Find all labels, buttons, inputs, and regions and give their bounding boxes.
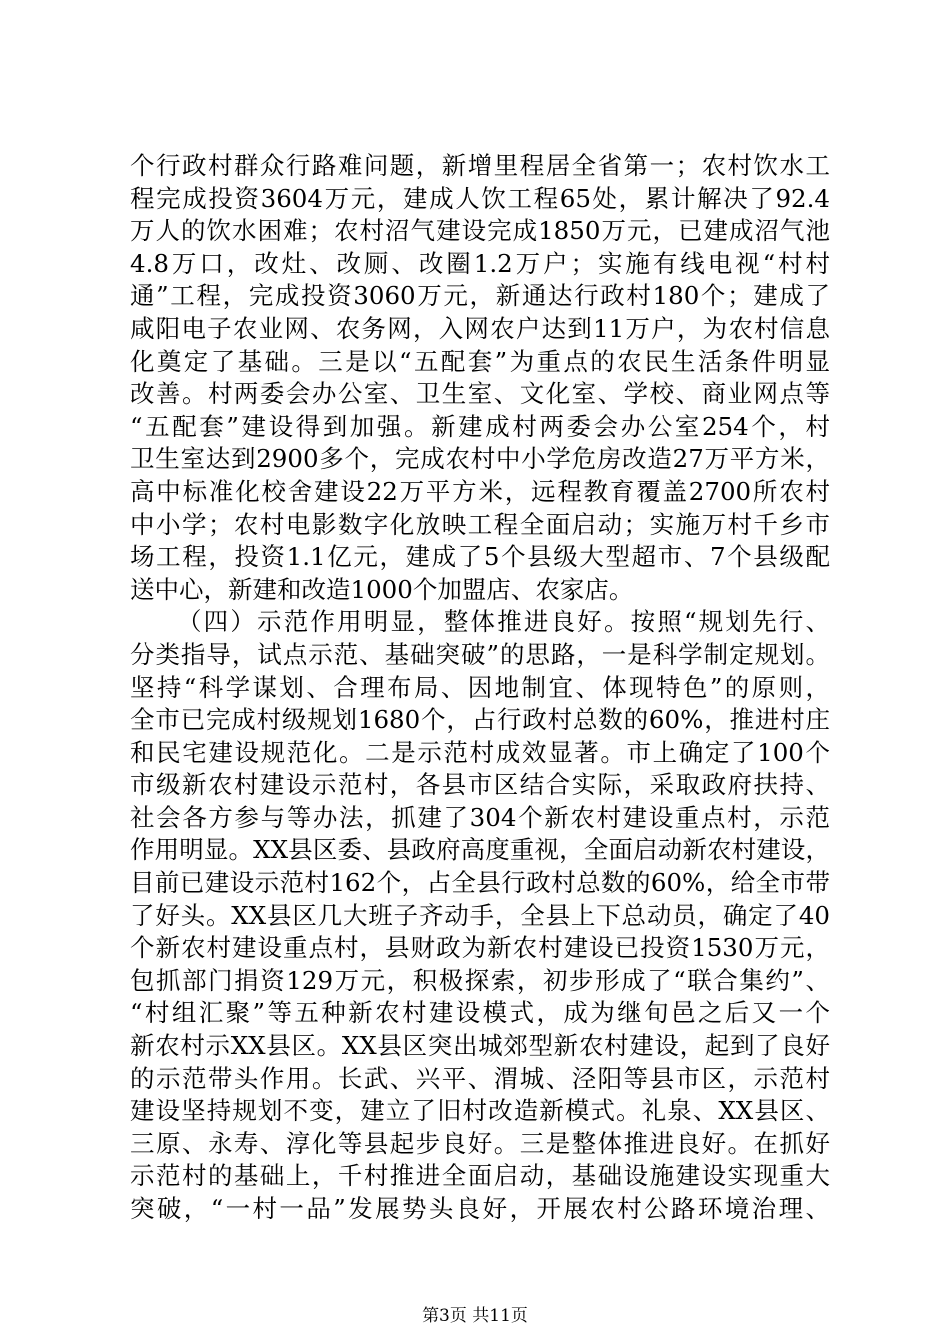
text-line: 全市已完成村级规划1680个，占行政村总数的60%，推进村庄: [130, 705, 830, 735]
text-line: 新农村示XX县区。XX县区突出城郊型新农村建设，起到了良好: [130, 1031, 830, 1061]
text-line: 坚持“科学谋划、合理布局、因地制宜、体现特色”的原则，: [130, 672, 830, 702]
text-line: 和民宅建设规范化。二是示范村成效显著。市上确定了100个: [130, 737, 830, 767]
text-line: 的示范带头作用。长武、兴平、渭城、泾阳等县市区，示范村: [130, 1063, 830, 1093]
text-line: 三原、永寿、淳化等县起步良好。三是整体推进良好。在抓好: [130, 1128, 830, 1158]
text-line: 市级新农村建设示范村，各县市区结合实际，采取政府扶持、: [130, 770, 830, 800]
text-line: 改善。村两委会办公室、卫生室、文化室、学校、商业网点等: [130, 379, 830, 409]
text-line: 通”工程，完成投资3060万元，新通达行政村180个；建成了: [130, 281, 830, 311]
page-number-footer: 第3页 共11页: [422, 1306, 528, 1326]
text-line: 4.8万口，改灶、改厕、改圈1.2万户；实施有线电视“村村: [130, 248, 830, 278]
text-line: 高中标准化校舍建设22万平方米，远程教育覆盖2700所农村: [130, 476, 830, 506]
text-line: “五配套”建设得到加强。新建成村两委会办公室254个，村: [130, 411, 830, 441]
text-line: 场工程，投资1.1亿元，建成了5个县级大型超市、7个县级配: [130, 542, 830, 572]
text-line: 卫生室达到2900多个，完成农村中小学危房改造27万平方米，: [130, 444, 830, 474]
text-line: 示范村的基础上，千村推进全面启动，基础设施建设实现重大: [130, 1161, 830, 1191]
text-line: 个行政村群众行路难问题，新增里程居全省第一；农村饮水工: [130, 151, 830, 180]
text-line: 目前已建设示范村162个，占全县行政村总数的60%，给全市带: [130, 868, 830, 898]
text-line: 社会各方参与等办法，抓建了304个新农村建设重点村，示范: [130, 802, 830, 832]
text-line: 送中心，新建和改造1000个加盟店、农家店。: [130, 574, 634, 604]
text-line: 咸阳电子农业网、农务网，入网农户达到11万户，为农村信息: [130, 313, 830, 343]
text-line: 建设坚持规划不变，建立了旧村改造新模式。礼泉、XX县区、: [130, 1096, 830, 1126]
text-line: 中小学；农村电影数字化放映工程全面启动；实施万村千乡市: [130, 509, 830, 539]
text-line: 突破，“一村一品”发展势头良好，开展农村公路环境治理、: [130, 1194, 830, 1223]
text-line: “村组汇聚”等五种新农村建设模式，成为继旬邑之后又一个: [130, 998, 830, 1028]
text-line: 程完成投资3604万元，建成人饮工程65处，累计解决了92.4: [130, 183, 830, 213]
text-line: 分类指导，试点示范、基础突破”的思路，一是科学制定规划。: [130, 639, 830, 669]
section-heading-line: （四）示范作用明显，整体推进良好。按照“规划先行、: [177, 607, 830, 637]
text-line: 作用明显。XX县区委、县政府高度重视，全面启动新农村建设，: [130, 835, 830, 865]
text-line: 化奠定了基础。三是以“五配套”为重点的农民生活条件明显: [130, 346, 830, 376]
text-line: 个新农村建设重点村，县财政为新农村建设已投资1530万元，: [130, 933, 830, 963]
text-line: 万人的饮水困难；农村沼气建设完成1850万元，已建成沼气池: [130, 216, 830, 246]
text-line: 包抓部门捐资129万元，积极探索，初步形成了“联合集约”、: [130, 965, 830, 995]
text-line: 了好头。XX县区几大班子齐动手，全县上下总动员，确定了40: [130, 900, 830, 930]
body-text: [130, 150, 830, 1226]
